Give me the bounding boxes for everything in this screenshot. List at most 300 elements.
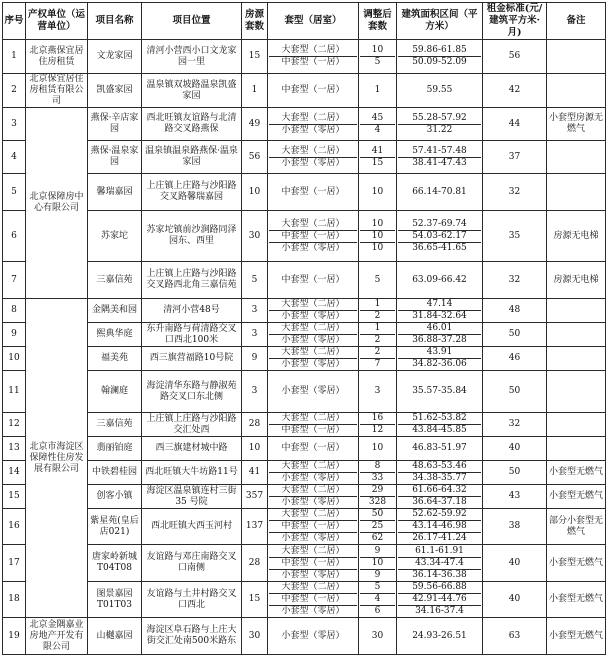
row-seq: 2 xyxy=(3,74,26,108)
table-row xyxy=(3,299,606,323)
unit-count: 49 xyxy=(242,108,268,141)
project-location: 温泉镇双坡路温泉凯盛家园 xyxy=(142,74,242,108)
adjusted-count: 1 xyxy=(374,85,381,95)
area-range: 52.62-59.92 xyxy=(412,509,467,519)
project-location: 西北旺镇大西玉河村 xyxy=(142,509,242,545)
header-area: 建筑面积区间（平方米） xyxy=(397,3,483,40)
adjusted-count: 2 xyxy=(360,310,395,322)
adjusted-counts-stack xyxy=(360,509,395,544)
area-range: 46.83-51.97 xyxy=(412,443,467,453)
table-row xyxy=(3,74,606,108)
rent-standard: 37 xyxy=(483,141,547,174)
row-seq: 4 xyxy=(3,141,26,174)
area-ranges xyxy=(397,323,483,347)
adjusted-count: 6 xyxy=(360,605,395,617)
project-name: 金隅美和园 xyxy=(88,299,142,323)
adjusted-count: 10 xyxy=(371,218,384,229)
project-name: 中铁碧桂园 xyxy=(88,461,142,485)
area-ranges xyxy=(397,413,483,437)
area-range: 36.14-36.38 xyxy=(398,569,481,581)
note-cell xyxy=(547,141,606,174)
adjusted-counts xyxy=(359,211,397,262)
area-ranges-stack xyxy=(398,485,481,508)
adjusted-counts xyxy=(359,618,397,655)
area-range: 34.82-36.06 xyxy=(398,358,481,370)
unit-type: 小套型（零居） xyxy=(269,124,357,136)
adjusted-count: 5 xyxy=(374,582,381,592)
row-seq: 12 xyxy=(3,413,26,437)
adjusted-counts-stack xyxy=(360,461,395,484)
rent-standard: 50 xyxy=(483,371,547,413)
area-ranges-stack xyxy=(398,386,481,397)
rent-standard: 48 xyxy=(483,299,547,323)
unit-types-stack xyxy=(269,299,357,322)
adjusted-count: 16 xyxy=(371,413,384,423)
area-ranges-stack xyxy=(398,509,481,544)
unit-types-stack xyxy=(269,45,357,68)
note-cell: 小套型无燃气 xyxy=(547,461,606,485)
row-seq: 8 xyxy=(3,299,26,323)
unit-type: 中套型（一居） xyxy=(269,424,357,436)
adjusted-count: 1 xyxy=(374,323,381,333)
owner-cell: 北京保宜居住房租赁有限公司 xyxy=(26,74,88,108)
adjusted-counts xyxy=(359,371,397,413)
unit-count: 3 xyxy=(242,323,268,347)
area-range: 43.14-46.98 xyxy=(398,520,481,532)
adjusted-counts xyxy=(359,485,397,509)
unit-type: 中套型（一居） xyxy=(281,186,345,197)
adjusted-count: 1 xyxy=(374,299,381,309)
area-ranges xyxy=(397,74,483,108)
adjusted-counts-stack xyxy=(360,443,395,454)
unit-types xyxy=(268,141,359,174)
unit-type: 大套型（二居） xyxy=(281,145,345,156)
unit-types xyxy=(268,108,359,141)
unit-types xyxy=(268,299,359,323)
adjusted-count: 10 xyxy=(360,557,395,569)
area-ranges xyxy=(397,437,483,461)
unit-type: 小套型（零居） xyxy=(281,386,345,396)
project-location: 西三旗营福路10号院 xyxy=(142,347,242,371)
unit-count: 15 xyxy=(242,582,268,618)
project-location: 西北旺镇大牛坊路11号 xyxy=(142,461,242,485)
unit-count: 10 xyxy=(242,437,268,461)
area-range: 34.16-37.4 xyxy=(398,605,481,617)
area-range: 36.65-41.65 xyxy=(398,242,481,254)
area-ranges-stack xyxy=(398,546,481,581)
row-seq: 7 xyxy=(3,262,26,299)
adjusted-counts-stack xyxy=(360,582,395,617)
area-ranges xyxy=(397,371,483,413)
row-seq: 10 xyxy=(3,347,26,371)
adjusted-count: 2 xyxy=(374,347,381,357)
area-ranges-stack xyxy=(398,443,481,454)
row-seq: 13 xyxy=(3,437,26,461)
unit-type: 小套型（零居） xyxy=(281,630,345,641)
adjusted-count: 8 xyxy=(374,461,381,471)
area-ranges-stack xyxy=(398,631,481,642)
area-ranges-stack xyxy=(398,275,481,286)
unit-count: 5 xyxy=(242,262,268,299)
owner-cell: 北京市海淀区保障性住房发展有限公司 xyxy=(26,299,88,618)
area-range: 48.63-53.46 xyxy=(412,461,467,471)
row-seq: 9 xyxy=(3,323,26,347)
unit-type: 中套型（一居） xyxy=(269,593,357,605)
note-cell xyxy=(547,74,606,108)
unit-type: 大套型（二居） xyxy=(281,413,345,423)
row-seq: 19 xyxy=(3,618,26,655)
area-range: 63.09-66.42 xyxy=(412,274,467,285)
area-ranges xyxy=(397,485,483,509)
adjusted-counts xyxy=(359,323,397,347)
adjusted-count: 33 xyxy=(360,472,395,484)
area-ranges xyxy=(397,509,483,545)
project-location: 海淀区阜石路与上庄大街交汇处南500米路东 xyxy=(142,618,242,655)
area-range: 50.09-52.09 xyxy=(398,56,481,68)
area-range: 57.41-57.48 xyxy=(412,145,467,156)
adjusted-count: 5 xyxy=(360,56,395,68)
rent-standard: 63 xyxy=(483,618,547,655)
adjusted-counts xyxy=(359,40,397,74)
note-cell: 小套型无燃气 xyxy=(547,618,606,655)
adjusted-count: 10 xyxy=(360,230,395,242)
area-range: 59.86-61.85 xyxy=(412,45,467,55)
adjusted-count: 29 xyxy=(371,485,384,495)
table-row xyxy=(3,618,606,655)
unit-count: 357 xyxy=(242,485,268,509)
table-row xyxy=(3,461,606,485)
rent-standard: 40 xyxy=(483,437,547,461)
note-cell xyxy=(547,437,606,461)
rent-standard: 32 xyxy=(483,174,547,211)
adjusted-counts-stack xyxy=(360,631,395,642)
table-row xyxy=(3,347,606,371)
unit-count: 30 xyxy=(242,618,268,655)
row-seq: 14 xyxy=(3,461,26,485)
area-ranges-stack xyxy=(398,461,481,484)
adjusted-counts-stack xyxy=(360,187,395,198)
housing-table xyxy=(2,2,606,655)
area-range: 47.14 xyxy=(426,299,453,309)
unit-types xyxy=(268,371,359,413)
unit-type: 中套型（一居） xyxy=(269,520,357,532)
adjusted-counts-stack xyxy=(360,347,395,370)
table-row xyxy=(3,371,606,413)
unit-types-stack xyxy=(269,113,357,136)
unit-type: 大套型（二居） xyxy=(281,112,345,123)
area-range: 43.34-47.4 xyxy=(398,557,481,569)
rent-standard: 32 xyxy=(483,262,547,299)
unit-types-stack xyxy=(269,323,357,346)
adjusted-counts xyxy=(359,108,397,141)
adjusted-counts-stack xyxy=(360,299,395,322)
unit-type: 中套型（一居） xyxy=(281,443,345,453)
project-name: 翡丽铂庭 xyxy=(88,437,142,461)
project-name: 馨瑞嘉园 xyxy=(88,174,142,211)
area-range: 31.84-32.64 xyxy=(398,310,481,322)
area-ranges xyxy=(397,108,483,141)
area-range: 38.41-47.43 xyxy=(398,157,481,169)
area-ranges-stack xyxy=(398,347,481,370)
unit-types xyxy=(268,40,359,74)
area-range: 59.55 xyxy=(426,85,453,95)
note-cell: 房源无电梯 xyxy=(547,262,606,299)
adjusted-count: 10 xyxy=(371,45,384,55)
unit-count: 15 xyxy=(242,40,268,74)
note-cell xyxy=(547,323,606,347)
adjusted-count: 62 xyxy=(360,532,395,544)
area-ranges xyxy=(397,347,483,371)
adjusted-counts-stack xyxy=(360,413,395,436)
table-body xyxy=(3,40,606,655)
unit-count: 137 xyxy=(242,509,268,545)
unit-count: 10 xyxy=(242,174,268,211)
table-row xyxy=(3,509,606,545)
note-cell xyxy=(547,174,606,211)
project-location: 清河小营西小口文龙家园一里 xyxy=(142,40,242,74)
area-range: 36.88-37.28 xyxy=(398,334,481,346)
adjusted-count: 25 xyxy=(360,520,395,532)
unit-types xyxy=(268,461,359,485)
table-row xyxy=(3,108,606,141)
unit-type: 大套型（二居） xyxy=(281,347,345,357)
unit-type: 大套型（二居） xyxy=(281,461,345,471)
note-cell xyxy=(547,371,606,413)
unit-types xyxy=(268,211,359,262)
owner-cell: 北京金隅嘉业房地产开发有限公司 xyxy=(26,618,88,655)
unit-count: 41 xyxy=(242,461,268,485)
unit-types-stack xyxy=(269,631,357,642)
adjusted-counts xyxy=(359,545,397,582)
table-row xyxy=(3,141,606,174)
note-cell xyxy=(547,413,606,437)
area-ranges xyxy=(397,174,483,211)
unit-type: 大套型（二居） xyxy=(281,509,345,519)
note-cell: 小套型无燃气 xyxy=(547,582,606,618)
area-range: 43.91 xyxy=(426,347,453,357)
header-note: 备注 xyxy=(547,3,606,40)
project-name: 凯盛家园 xyxy=(88,74,142,108)
project-name: 文龙家园 xyxy=(88,40,142,74)
project-location: 西北旺镇友谊路与北清路交叉路燕保 xyxy=(142,108,242,141)
project-name: 图景嘉园T01T03 xyxy=(88,582,142,618)
unit-types-stack xyxy=(269,509,357,544)
adjusted-counts xyxy=(359,437,397,461)
unit-types xyxy=(268,618,359,655)
area-range: 61.66-64.32 xyxy=(412,485,467,495)
adjusted-count: 12 xyxy=(360,424,395,436)
project-location: 海淀清华东路与静淑苑路交叉口东北侧 xyxy=(142,371,242,413)
project-name: 燕保·温泉家园 xyxy=(88,141,142,174)
adjusted-count: 3 xyxy=(374,386,381,396)
area-ranges xyxy=(397,582,483,618)
area-range: 61.1-61.91 xyxy=(415,545,464,556)
area-range: 54.03-62.17 xyxy=(398,230,481,242)
rent-standard: 35 xyxy=(483,211,547,262)
unit-type: 大套型（二居） xyxy=(281,45,345,55)
unit-types-stack xyxy=(269,546,357,581)
adjusted-counts-stack xyxy=(360,546,395,581)
unit-types xyxy=(268,413,359,437)
unit-count: 1 xyxy=(242,74,268,108)
adjusted-counts-stack xyxy=(360,45,395,68)
unit-types xyxy=(268,262,359,299)
adjusted-counts xyxy=(359,141,397,174)
note-cell: 小套型无燃气 xyxy=(547,485,606,509)
rent-standard: 44 xyxy=(483,108,547,141)
unit-count: 3 xyxy=(242,371,268,413)
rent-standard: 43 xyxy=(483,485,547,509)
note-cell: 房源无电梯 xyxy=(547,211,606,262)
table-row xyxy=(3,323,606,347)
header-project: 项目名称 xyxy=(88,3,142,40)
unit-type: 小套型（零居） xyxy=(269,334,357,346)
area-ranges-stack xyxy=(398,219,481,254)
row-seq: 15 xyxy=(3,485,26,509)
adjusted-count: 41 xyxy=(371,145,384,156)
rent-standard: 42 xyxy=(483,74,547,108)
project-name: 三嘉信苑 xyxy=(88,413,142,437)
table-row xyxy=(3,485,606,509)
header-seq: 序号 xyxy=(3,3,26,40)
unit-types xyxy=(268,323,359,347)
area-range: 26.17-41.24 xyxy=(398,532,481,544)
unit-count: 30 xyxy=(242,211,268,262)
adjusted-counts-stack xyxy=(360,146,395,169)
unit-type: 大套型（二居） xyxy=(281,218,345,229)
note-cell xyxy=(547,347,606,371)
rent-standard: 32 xyxy=(483,413,547,437)
unit-count: 3 xyxy=(242,299,268,323)
owner-cell: 北京保障房中心有限公司 xyxy=(26,108,88,299)
row-seq: 17 xyxy=(3,545,26,582)
area-range: 55.28-57.92 xyxy=(412,112,467,123)
unit-types-stack xyxy=(269,485,357,508)
unit-type: 小套型（零居） xyxy=(269,496,357,508)
project-location: 友谊路与邓庄南路交叉口南侧 xyxy=(142,545,242,582)
project-name: 唐家岭新城T04T08 xyxy=(88,545,142,582)
table-row xyxy=(3,545,606,582)
area-range: 36.64-37.18 xyxy=(398,496,481,508)
table-row xyxy=(3,413,606,437)
rent-standard: 38 xyxy=(483,509,547,545)
unit-types-stack xyxy=(269,146,357,169)
area-range: 34.38-35.77 xyxy=(398,472,481,484)
adjusted-counts-stack xyxy=(360,219,395,254)
adjusted-counts xyxy=(359,461,397,485)
unit-type: 大套型（二居） xyxy=(281,485,345,495)
area-range: 24.93-26.51 xyxy=(412,630,467,641)
area-ranges-stack xyxy=(398,299,481,322)
area-ranges-stack xyxy=(398,45,481,68)
area-ranges-stack xyxy=(398,413,481,436)
unit-types-stack xyxy=(269,275,357,286)
area-ranges xyxy=(397,545,483,582)
unit-types xyxy=(268,509,359,545)
project-name: 创客小镇 xyxy=(88,485,142,509)
project-name: 燕保·辛店家园 xyxy=(88,108,142,141)
header-count: 房源套数 xyxy=(242,3,268,40)
row-seq: 5 xyxy=(3,174,26,211)
project-location: 苏家坨镇前沙涧路同泽园东、西里 xyxy=(142,211,242,262)
adjusted-count: 4 xyxy=(360,124,395,136)
rent-standard: 56 xyxy=(483,40,547,74)
adjusted-counts xyxy=(359,582,397,618)
header-owner: 产权单位（运营单位） xyxy=(26,3,88,40)
table-row xyxy=(3,211,606,262)
adjusted-counts-stack xyxy=(360,85,395,96)
adjusted-counts xyxy=(359,347,397,371)
area-range: 46.01 xyxy=(426,323,453,333)
project-name: 紫星苑(皇后店021) xyxy=(88,509,142,545)
table-row xyxy=(3,40,606,74)
area-ranges-stack xyxy=(398,146,481,169)
unit-types-stack xyxy=(269,187,357,198)
area-ranges-stack xyxy=(398,187,481,198)
area-ranges xyxy=(397,211,483,262)
project-name: 苏家坨 xyxy=(88,211,142,262)
unit-type: 小套型（零居） xyxy=(269,310,357,322)
area-range: 52.37-69.74 xyxy=(412,218,467,229)
adjusted-counts-stack xyxy=(360,113,395,136)
project-location: 上庄镇上庄路与沙阳路交叉路馨瑞嘉园 xyxy=(142,174,242,211)
unit-types-stack xyxy=(269,85,357,96)
row-seq: 18 xyxy=(3,582,26,618)
rent-standard: 40 xyxy=(483,545,547,582)
unit-type: 小套型（零居） xyxy=(269,569,357,581)
header-type: 套型（居室） xyxy=(268,3,359,40)
area-ranges-stack xyxy=(398,113,481,136)
unit-count: 56 xyxy=(242,141,268,174)
unit-type: 大套型（二居） xyxy=(281,582,345,592)
unit-types xyxy=(268,74,359,108)
area-ranges xyxy=(397,40,483,74)
adjusted-counts-stack xyxy=(360,275,395,286)
adjusted-counts xyxy=(359,174,397,211)
area-range: 59.56-66.88 xyxy=(412,582,467,592)
area-ranges xyxy=(397,299,483,323)
project-location: 东升南路与荷清路交叉口西北100米 xyxy=(142,323,242,347)
rent-standard: 40 xyxy=(483,582,547,618)
unit-types xyxy=(268,347,359,371)
adjusted-count: 30 xyxy=(371,630,384,641)
project-name: 山樾嘉园 xyxy=(88,618,142,655)
project-name: 福美苑 xyxy=(88,347,142,371)
unit-types xyxy=(268,174,359,211)
rent-standard: 50 xyxy=(483,323,547,347)
unit-count: 9 xyxy=(242,347,268,371)
note-cell: 小套型无燃气 xyxy=(547,545,606,582)
table-row xyxy=(3,582,606,618)
adjusted-count: 5 xyxy=(374,274,381,285)
project-name: 三嘉信苑 xyxy=(88,262,142,299)
note-cell: 部分小套型无燃气 xyxy=(547,509,606,545)
area-range: 42.91-44.76 xyxy=(398,593,481,605)
header-adjusted-count: 调整后套数 xyxy=(359,3,397,40)
adjusted-count: 2 xyxy=(360,334,395,346)
area-ranges xyxy=(397,618,483,655)
unit-types-stack xyxy=(269,582,357,617)
adjusted-counts xyxy=(359,509,397,545)
project-location: 上庄镇上庄路与沙阳路交叉路西北角三嘉信苑 xyxy=(142,262,242,299)
adjusted-count: 328 xyxy=(360,496,395,508)
unit-types xyxy=(268,545,359,582)
unit-types xyxy=(268,485,359,509)
row-seq: 16 xyxy=(3,509,26,545)
unit-type: 中套型（一居） xyxy=(269,557,357,569)
area-range: 31.22 xyxy=(398,124,481,136)
area-range: 35.57-35.84 xyxy=(412,386,467,396)
